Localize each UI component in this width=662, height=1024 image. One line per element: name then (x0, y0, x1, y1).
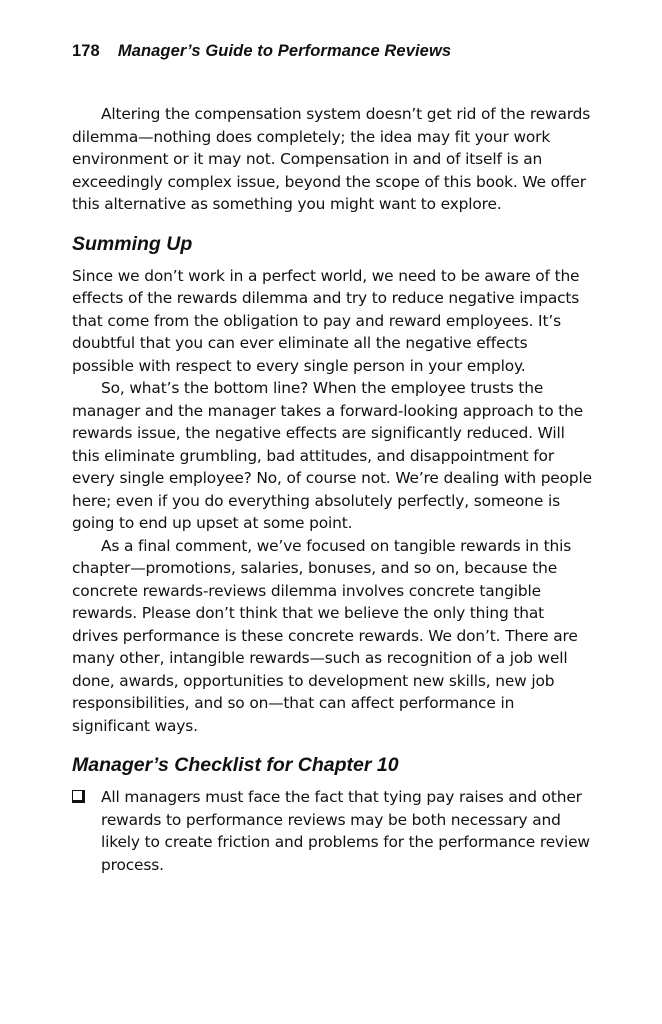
running-header (72, 42, 592, 61)
checkbox-icon (72, 790, 85, 803)
checklist-item-text: All managers must face the fact that tying pay raises and other rewards to performance reviews may be both necessary and likely to create friction and problems for the performance review process. (101, 788, 590, 874)
book-title: Manager’s Guide to Performance Reviews (117, 42, 452, 60)
summing-up-paragraph-2: So, what’s the bottom line? When the employee trusts the manager and the manager takes a forward-looking approach to the rewards issue, the negative effects are significantly reduced. Will this eliminate grumbling, bad attitudes, and disappointment for every single employee? No, of course not. We’re dealing with people here; even if you do everything absolutely perfectly, someone is going to end up upset at some point. (72, 379, 592, 532)
checklist-item (72, 786, 592, 876)
summing-up-paragraph-1: Since we don’t work in a perfect world, we need to be aware of the effects of the rewards dilemma and try to reduce negative impacts that come from the obligation to pay and reward employees. It’s doubtful that you can ever eliminate all the negative effects possible with respect to every single person in your employ. (72, 266, 580, 375)
checklist-heading: Manager’s Checklist for Chapter 10 (72, 754, 399, 776)
intro-paragraph: Altering the compensation system doesn’t get rid of the rewards dilemma—nothing does completely; the idea may fit your work environment or it may not. Compensation in and of itself is an exceedingly complex issue, beyond the scope of this book. We offer this alternative as something you might want to explore. (72, 105, 591, 213)
summing-up-heading: Summing Up (72, 232, 193, 255)
checklist (72, 786, 592, 876)
book-page (72, 42, 592, 876)
summing-up-paragraph-3: As a final comment, we’ve focused on tangible rewards in this chapter—promotions, salaries, bonuses, and so on, because the concrete rewards-reviews dilemma involves concrete tangible rewards. Please don’t think that we believe the only thing that drives performance is these concrete rewards. We don’t. There are many other, intangible rewards—such as recognition of a job well done, awards, opportunities to development new skills, new job responsibilities, and so on—that can affect performance in significant ways. (72, 536, 578, 735)
page-number: 178 (72, 42, 100, 60)
